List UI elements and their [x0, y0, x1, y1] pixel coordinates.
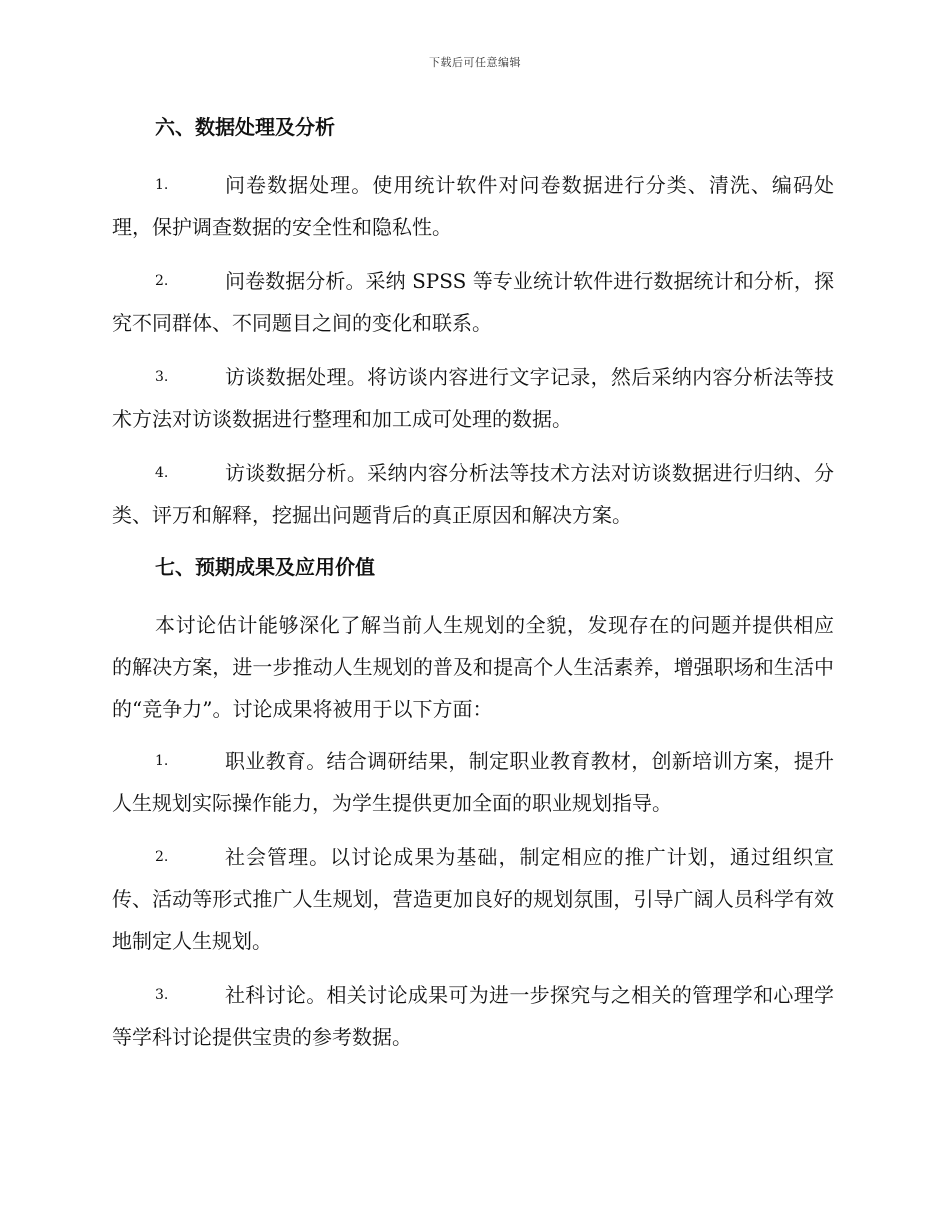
- item-number: 2.: [155, 849, 169, 865]
- page-header: 下载后可任意编辑: [429, 56, 521, 69]
- item-number: 1.: [155, 753, 169, 769]
- list-item: [112, 260, 834, 344]
- list-item: [112, 164, 834, 248]
- item-number: 3.: [155, 987, 169, 1003]
- item-number: 4.: [155, 465, 169, 481]
- list-item: [112, 740, 834, 824]
- item-text: 问卷数据分析。采纳 SPSS 等专业统计软件进行数据统计和分析，探究不同群体、不同题目之间的变化和联系。: [112, 269, 834, 335]
- item-text: 访谈数据分析。采纳内容分析法等技术方法对访谈数据进行归纳、分类、评万和解释，挖掘出问题背后的真正原因和解决方案。: [112, 461, 834, 527]
- section-7-title: 七、预期成果及应用价值: [155, 555, 375, 579]
- item-text: 职业教育。结合调研结果，制定职业教育教材，创新培训方案，提升人生规划实际操作能力，为学生提供更加全面的职业规划指导。: [112, 749, 834, 815]
- section-6-title: 六、数据处理及分析: [155, 115, 335, 139]
- list-item: [112, 356, 834, 440]
- item-number: 3.: [155, 369, 169, 385]
- item-text: 问卷数据处理。使用统计软件对问卷数据进行分类、清洗、编码处理，保护调查数据的安全性和隐私性。: [112, 173, 834, 239]
- document-body: [112, 108, 834, 1070]
- item-text: 社科讨论。相关讨论成果可为进一步探究与之相关的管理学和心理学等学科讨论提供宝贵的参考数据。: [112, 983, 834, 1049]
- list-item: [112, 974, 834, 1058]
- item-text: 社会管理。以讨论成果为基础，制定相应的推广计划，通过组织宣传、活动等形式推广人生规划，营造更加良好的规划氛围，引导广阔人员科学有效地制定人生规划。: [112, 845, 834, 953]
- list-item: [112, 452, 834, 536]
- list-item: [112, 836, 834, 962]
- section-7-intro: 本讨论估计能够深化了解当前人生规划的全貌，发现存在的问题并提供相应的解决方案，进一步推动人生规划的普及和提高个人生活素养，增强职场和生活中的“竞争力”。讨论成果将被用于以下方面：: [112, 613, 834, 721]
- item-text: 访谈数据处理。将访谈内容进行文字记录，然后采纳内容分析法等技术方法对访谈数据进行整理和加工成可处理的数据。: [112, 365, 834, 431]
- item-number: 1.: [155, 177, 169, 193]
- item-number: 2.: [155, 273, 169, 289]
